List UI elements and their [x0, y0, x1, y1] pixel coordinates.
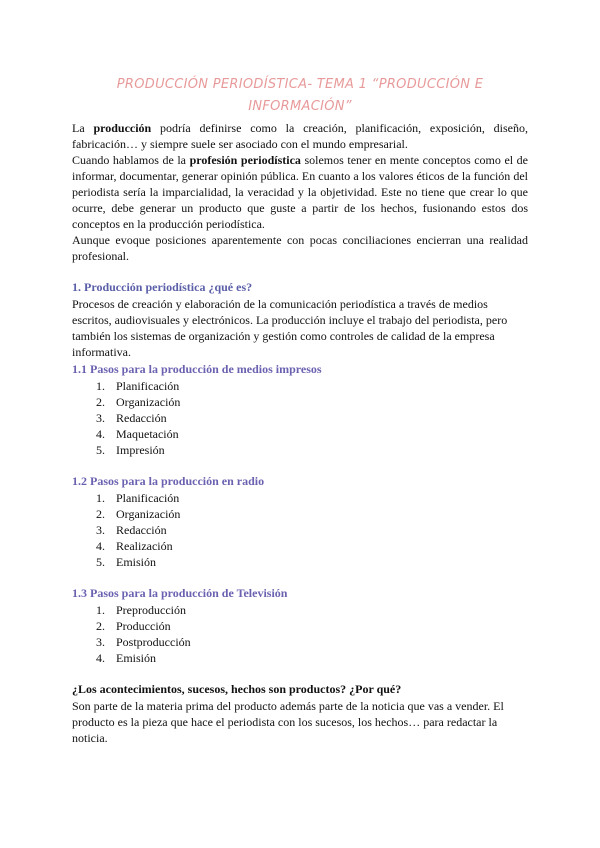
list-item: 1. Planificación [108, 378, 528, 394]
list-item: 1. Planificación [108, 490, 528, 506]
list-item: 2. Producción [108, 618, 528, 634]
subsection-1-1-heading: 1.1 Pasos para la producción de medios impresos [72, 362, 322, 376]
section-1-heading: 1. Producción periodística ¿qué es? [72, 280, 253, 294]
list-item: 5. Emisión [108, 554, 528, 570]
list-item: 3. Postproducción [108, 634, 528, 650]
list-item: 4. Emisión [108, 650, 528, 666]
list-item: 4. Maquetación [108, 426, 528, 442]
question-answer: Son parte de la materia prima del producto además parte de la noticia que vas a vender. El producto es la pieza que hace el periodista con los sucesos, los hechos… para redactar la noticia. [72, 699, 504, 745]
list-radio-steps [72, 490, 528, 570]
question-heading: ¿Los acontecimientos, sucesos, hechos son productos? ¿Por qué? [72, 682, 402, 696]
section-1-text: Procesos de creación y elaboración de la comunicación periodística a través de medios escritos, audiovisuales y electrónicos. La producción incluye el trabajo del periodista, pero también los sistemas de organización y gestión como controles de calidad de la empresa informativa. [72, 297, 508, 359]
subsection-1-2-heading: 1.2 Pasos para la producción en radio [72, 474, 265, 488]
subsection-1-3-heading: 1.3 Pasos para la producción de Televisión [72, 586, 288, 600]
list-item: 5. Impresión [108, 442, 528, 458]
list-item: 3. Redacción [108, 522, 528, 538]
list-item: 1. Preproducción [108, 602, 528, 618]
list-tv-steps [72, 602, 528, 666]
list-item: 2. Organización [108, 394, 528, 410]
document-body [72, 120, 528, 746]
bold-term-produccion: producción [93, 121, 152, 135]
list-print-steps [72, 378, 528, 458]
bold-term-profesion: profesión periodística [189, 153, 301, 167]
intro-paragraph-1: La producción podría definirse como la creación, planificación, exposición, diseño, fabricación… y siempre suele ser asociado con el mundo empresarial. [72, 121, 528, 151]
intro-paragraph-2: Cuando hablamos de la profesión periodística solemos tener en mente conceptos como el de informar, documentar, generar opinión pública. En cuanto a los valores éticos de la función del periodista sería la imparcialidad, la veracidad y la objetividad. Este no tiene que crear lo que ocurre, debe generar un producto que guste a partir de los hechos, fusionando estos dos conceptos en la producción periodística. [72, 153, 528, 231]
list-item: 2. Organización [108, 506, 528, 522]
page-title: PRODUCCIÓN PERIODÍSTICA- TEMA 1 “PRODUCCIÓN E INFORMACIÓN” [116, 77, 484, 114]
list-item: 3. Redacción [108, 410, 528, 426]
list-item: 4. Realización [108, 538, 528, 554]
intro-paragraph-3: Aunque evoque posiciones aparentemente con pocas conciliaciones encierran una realidad profesional. [72, 233, 528, 263]
